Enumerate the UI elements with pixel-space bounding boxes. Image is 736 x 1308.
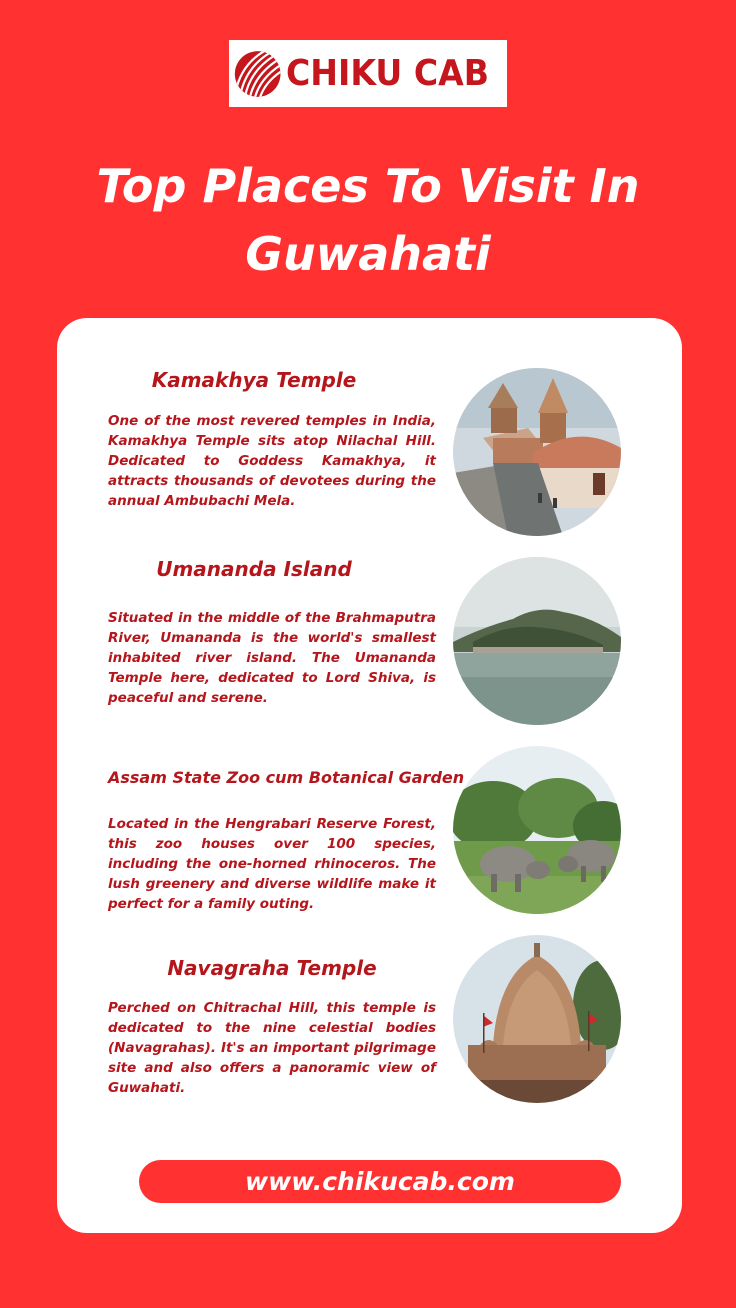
- place-desc-umananda: Situated in the middle of the Brahmaputra River, Umananda is the world's smallest inhabited river island. The Umananda Temple here, dedicated to Lord Shiva, is peaceful and serene.: [108, 610, 436, 706]
- navagraha-temple-photo: [453, 935, 621, 1103]
- places-card: [57, 318, 682, 1233]
- dome-temple-illustration-icon: [453, 935, 621, 1103]
- temple-illustration-icon: [453, 368, 621, 536]
- island-illustration-icon: [453, 557, 621, 725]
- website-link-button[interactable]: www.chikucab.com: [139, 1160, 621, 1203]
- place-desc-assam-zoo: Located in the Hengrabari Reserve Forest, this zoo houses over 100 species, including the one-horned rhinoceros. The lush greenery and diverse wildlife make it perfect for a family outing.: [108, 816, 436, 912]
- place-name-umananda: Umananda Island: [156, 557, 352, 581]
- brand-logo: [229, 40, 507, 107]
- place-name-assam-zoo: Assam State Zoo cum Botanical Garden: [108, 768, 465, 787]
- page-title-line-1: Top Places To Visit In: [96, 159, 640, 213]
- place-name-navagraha: Navagraha Temple: [167, 956, 377, 980]
- rhinoceros-illustration-icon: [453, 746, 621, 914]
- assam-zoo-photo: [453, 746, 621, 914]
- page-title-line-2: Guwahati: [245, 227, 491, 281]
- umananda-island-photo: [453, 557, 621, 725]
- place-desc-navagraha: Perched on Chitrachal Hill, this temple is dedicated to the nine celestial bodies (Navagrahas). It's an important pilgrimage site and also offers a panoramic view of Guwahati.: [108, 1000, 436, 1096]
- page-title: [0, 152, 736, 288]
- brand-name: CHIKU CAB: [286, 53, 490, 94]
- place-desc-kamakhya: One of the most revered temples in India, Kamakhya Temple sits atop Nilachal Hill. Dedicated to Goddess Kamakhya, it attracts thousands of devotees during the annual Ambubachi Mela.: [108, 413, 436, 509]
- place-name-kamakhya: Kamakhya Temple: [151, 368, 357, 392]
- kamakhya-temple-photo: [453, 368, 621, 536]
- chiku-cab-logo-mark: [233, 47, 282, 101]
